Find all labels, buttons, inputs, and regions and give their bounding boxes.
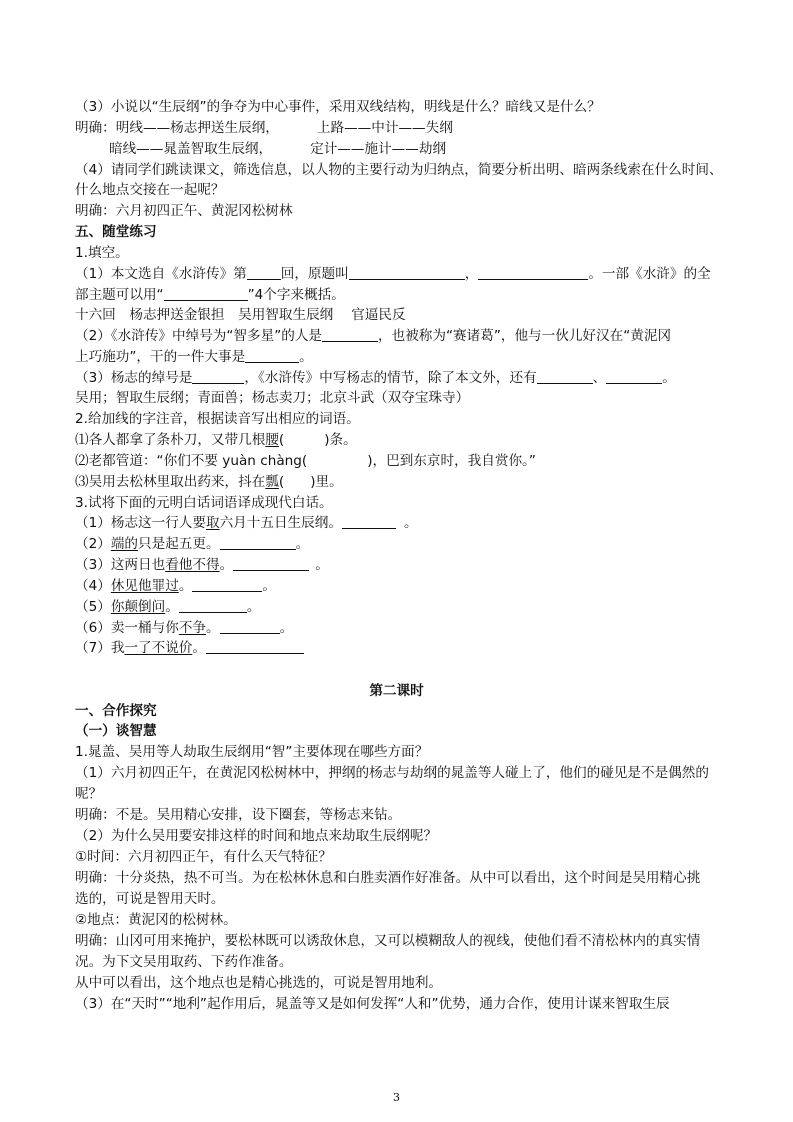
text: 。 — [299, 349, 313, 365]
answer-blank[interactable] — [322, 327, 378, 342]
text: （3）这两日也 — [75, 557, 166, 573]
text: 。 — [262, 578, 276, 594]
text-line — [75, 847, 735, 867]
underlined-word: 取 — [206, 515, 220, 531]
answer-blank[interactable] — [164, 286, 248, 301]
question-line — [75, 555, 735, 575]
question-line — [75, 534, 735, 554]
text: ⑶吴用去松林里取出药来，抖在 — [75, 474, 266, 490]
answer-blank[interactable] — [247, 265, 281, 280]
text: 。一部《水浒》的全 — [588, 266, 711, 282]
text: 部主题可以用“ — [75, 287, 164, 303]
question-line — [75, 430, 735, 450]
text: 。 — [403, 515, 418, 531]
text-line — [75, 952, 735, 972]
text: 十六回 杨志押送金银担 吴用智取生辰纲 官逼民反 — [75, 307, 406, 323]
text: （1）本文选自《水浒传》第 — [75, 266, 247, 282]
answer-blank[interactable] — [233, 556, 309, 571]
text-line — [75, 889, 735, 909]
section-heading — [75, 222, 735, 242]
text: ( — [278, 432, 285, 448]
text: 、 — [592, 370, 607, 386]
text: 六月十五日生辰纲。 — [219, 515, 342, 531]
question-line — [75, 472, 735, 492]
text: （2） — [75, 536, 111, 552]
text: 。 — [178, 578, 193, 594]
text: 3.试将下面的元明白话词语译成现代白话。 — [75, 495, 333, 511]
answer-blank[interactable] — [192, 577, 262, 592]
text: （1）杨志这一行人要 — [75, 515, 206, 531]
text-line — [75, 763, 735, 783]
text-line — [75, 201, 735, 221]
text: 明确：不是。吴用精心安排，设下圈套，等杨志来钻。 — [75, 807, 402, 823]
text: 暗线——晁盖智取生辰纲， — [109, 141, 273, 157]
text: ， — [464, 266, 479, 282]
lesson-title — [0, 681, 793, 701]
text: 明确：十分炎热，热不可当。为在松林休息和白胜卖酒作好准备。从中可以看出，这个时间是吴用精心挑 — [75, 870, 701, 886]
text-line — [75, 97, 735, 117]
text: 定计——施计——劫纲 — [310, 141, 447, 157]
question-line — [75, 618, 735, 638]
text: 。 — [315, 557, 329, 573]
text: （2）《水浒传》中绰号为“智多星”的人是 — [75, 328, 323, 344]
answer-blank[interactable] — [342, 514, 396, 529]
text: （3）小说以“生辰纲”的争夺为中心事件，采用双线结构，明线是什么？暗线又是什么？ — [75, 99, 601, 115]
text: ，也被称为“赛诸葛”，他与一伙儿好汉在“黄泥冈 — [378, 328, 672, 344]
answer-blank[interactable] — [179, 598, 247, 613]
text-line — [75, 160, 735, 180]
answer-blank[interactable] — [478, 265, 588, 280]
text: （3）杨志的绰号是 — [75, 370, 193, 386]
text: 1.填空。 — [75, 245, 129, 261]
title-text: 第二课时 — [369, 683, 424, 699]
text: )，巴到东京时，我自赏你。” — [367, 453, 536, 469]
text: ，《水浒传》中写杨志的情节，除了本文外，还有 — [244, 370, 537, 386]
text-line — [75, 910, 735, 930]
text: 吴用；智取生辰纲；青面兽；杨志卖刀；北京斗武（双夺宝珠寺） — [75, 390, 470, 406]
question-line — [75, 638, 735, 658]
text: 1.晁盖、吴用等人劫取生辰纲用“智”主要体现在哪些方面？ — [75, 744, 429, 760]
text-line — [75, 742, 735, 762]
text-line — [75, 826, 735, 846]
text: （6）卖一桶与你 — [75, 620, 179, 636]
text: 什么地点交接在一起呢？ — [75, 182, 225, 198]
text-line — [75, 973, 735, 993]
text: 选的，可说是智用天时。 — [75, 891, 225, 907]
text-line — [75, 180, 735, 200]
question-line — [75, 326, 735, 346]
text: （5） — [75, 599, 111, 615]
text: )条。 — [324, 432, 357, 448]
heading-text: 五、随堂练习 — [75, 224, 157, 240]
section-heading — [75, 701, 735, 721]
answer-blank[interactable] — [220, 619, 280, 634]
text: 上巧施功”，干的一件大事是 — [75, 349, 246, 365]
text: )里。 — [310, 474, 343, 490]
text: 2.给加线的字注音，根据读音写出相应的词语。 — [75, 411, 360, 427]
question-line — [75, 347, 735, 367]
underlined-word: 看他不得 — [165, 557, 220, 573]
underlined-word: 端的 — [110, 536, 139, 552]
text-line — [75, 931, 735, 951]
text: ⑵老都管道：“你们不要 yuàn chàng( — [75, 453, 308, 469]
heading-text: （一）谈智慧 — [75, 723, 157, 739]
text: 明确：明线——杨志押送生辰纲， — [75, 120, 279, 136]
question-line — [75, 264, 735, 284]
text: （7）我 — [75, 640, 125, 656]
question — [75, 409, 735, 429]
text: ( — [278, 474, 285, 490]
text: （2）为什么吴用要安排这样的时间和地点来劫取生辰纲呢？ — [75, 828, 438, 844]
question — [75, 243, 735, 263]
text: 。 — [246, 599, 261, 615]
answer-blank[interactable] — [606, 369, 662, 384]
text-line — [75, 805, 735, 825]
text: （4）请同学们跳读课文，筛选信息，以人物的主要行动为归纳点，简要分析出明、暗两条线索在什么时间、 — [75, 162, 723, 178]
text-line — [75, 994, 735, 1014]
question-line — [75, 513, 735, 533]
text-line — [75, 784, 735, 804]
text: 。 — [662, 370, 676, 386]
text: 呢？ — [75, 786, 103, 802]
question-line — [75, 576, 735, 596]
text: ⑴各人都拿了条朴刀，又带几根 — [75, 432, 266, 448]
text-line — [75, 118, 735, 138]
text: （1）六月初四正午，在黄泥冈松树林中，押纲的杨志与劫纲的晁盖等人碰上了，他们的碰见是不是偶然的 — [75, 765, 709, 781]
text: （4） — [75, 578, 111, 594]
subsection-heading — [75, 721, 735, 741]
answer-blank[interactable] — [192, 369, 244, 384]
answer-blank[interactable] — [349, 265, 465, 280]
question — [75, 493, 735, 513]
underlined-char: 瓢 — [265, 474, 279, 490]
text: 。 — [279, 620, 294, 636]
text: 从中可以看出，这个地点也是精心挑选的，可说是智用地利。 — [75, 975, 443, 991]
underlined-word: 一了不说价 — [124, 640, 193, 656]
text: ②地点：黄泥冈的松树林。 — [75, 912, 237, 928]
underlined-word: 不争 — [178, 620, 206, 636]
answer-blank[interactable] — [220, 535, 296, 550]
text: 。 — [219, 557, 234, 573]
answer-line — [75, 388, 735, 408]
text: 况。为下文吴用取药、下药作准备。 — [75, 954, 293, 970]
text: 上路——中计——失纲 — [316, 120, 453, 136]
underlined-word: 你颠倒问 — [110, 599, 166, 615]
text-line — [75, 868, 735, 888]
text-line — [109, 139, 769, 159]
question-line — [75, 451, 735, 471]
text: 只是起五更。 — [138, 536, 220, 552]
answer-blank[interactable] — [206, 639, 304, 654]
text: 明确：六月初四正午、黄泥冈松树林 — [75, 203, 293, 219]
answer-blank[interactable] — [245, 348, 299, 363]
text: ①时间：六月初四正午，有什么天气特征？ — [75, 849, 332, 865]
text: 。 — [165, 599, 179, 615]
underlined-char: 腰 — [265, 432, 279, 448]
underlined-word: 休见他罪过 — [110, 578, 179, 594]
text: ”4个字来概括。 — [247, 287, 345, 303]
answer-line — [75, 305, 735, 325]
text: 。 — [295, 536, 310, 552]
heading-text: 一、合作探究 — [75, 703, 157, 719]
question-line — [75, 597, 735, 617]
text: 。 — [192, 640, 206, 656]
text: 。 — [206, 620, 220, 636]
question-line — [75, 285, 735, 305]
answer-blank[interactable] — [537, 369, 593, 384]
question-line — [75, 368, 735, 388]
text: 回，原题叫 — [280, 266, 349, 282]
page-number: 3 — [393, 1091, 400, 1104]
text: 明确：山冈可用来掩护，要松林既可以诱敌休息，又可以模糊敌人的视线，使他们看不清松林内的真实情 — [75, 933, 701, 949]
text: （3）在“天时”“地利”起作用后，晁盖等又是如何发挥“人和”优势，通力合作，使用计谋来智取生辰 — [75, 996, 670, 1012]
